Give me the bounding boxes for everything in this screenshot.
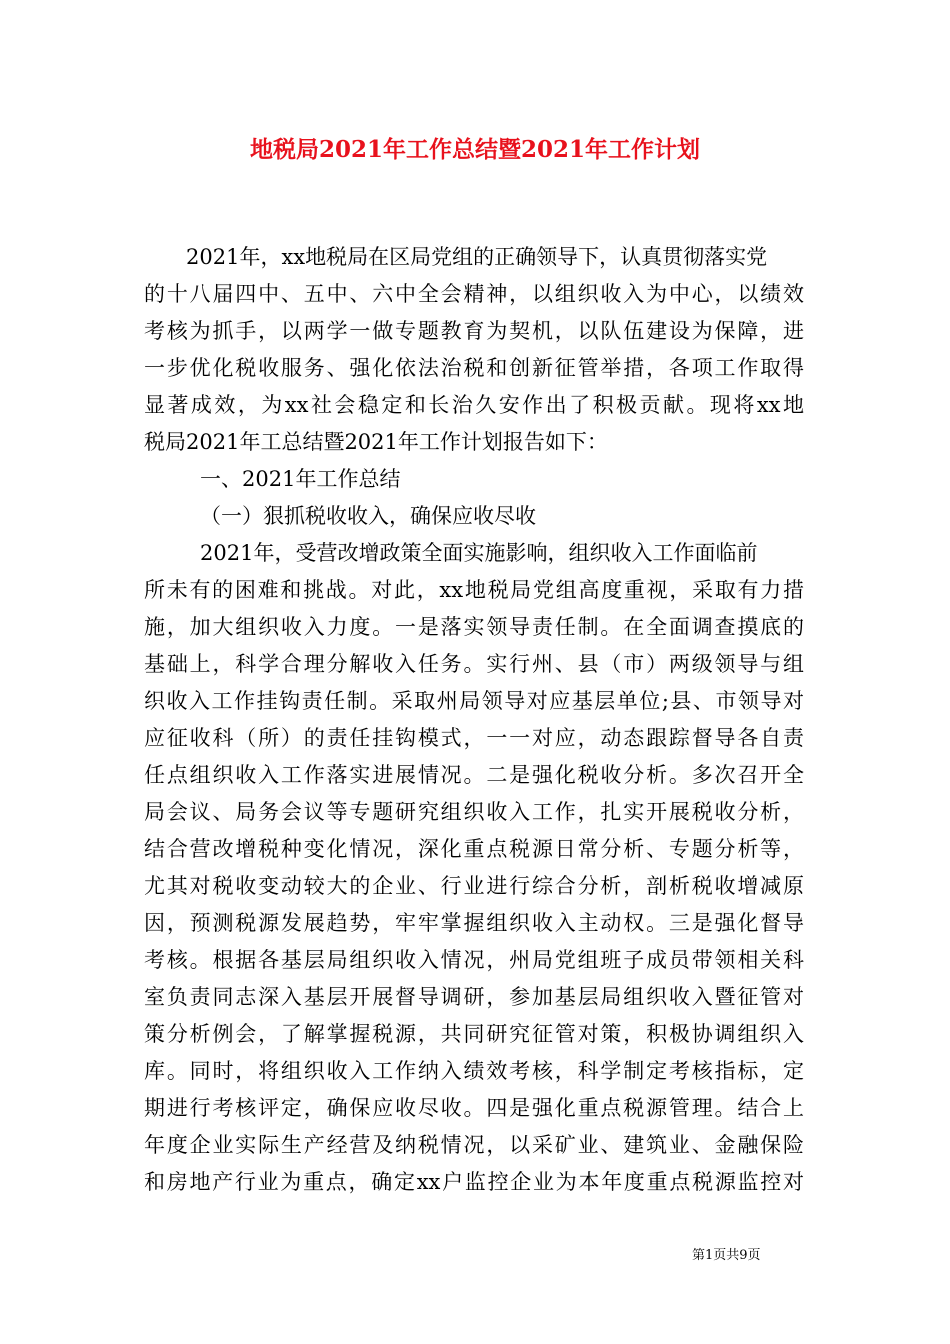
paragraph-line: 一步优化税收服务、强化依法治税和创新征管举措，各项工作取得 [144,356,804,380]
paragraph-line: 尤其对税收变动较大的企业、行业进行综合分析，剖析税收增减原 [144,874,804,898]
paragraph-line: 显著成效，为xx社会稳定和长治久安作出了积极贡献。现将xx地 [144,393,804,417]
paragraph-line: 所未有的困难和挑战。对此，xx地税局党组高度重视，采取有力措 [144,578,804,602]
paragraph-line: 室负责同志深入基层开展督导调研，参加基层局组织收入暨征管对 [144,985,804,1009]
section-heading: 一、2021年工作总结 [200,467,401,491]
paragraph-line: 结合营改增税种变化情况，深化重点税源日常分析、专题分析等， [144,837,804,861]
paragraph-line: 的十八届四中、五中、六中全会精神，以组织收入为中心，以绩效 [144,282,804,306]
paragraph-line: 2021年，受营改增政策全面实施影响，组织收入工作面临前 [200,541,758,565]
paragraph-line: 考核。根据各基层局组织收入情况，州局党组班子成员带领相关科 [144,948,804,972]
subsection-heading: （一）狠抓税收收入，确保应收尽收 [200,504,536,528]
paragraph-line: 税局2021年工总结暨2021年工作计划报告如下： [144,430,608,454]
paragraph-line: 基础上，科学合理分解收入任务。实行州、县（市）两级领导与组 [144,652,804,676]
paragraph-line: 局会议、局务会议等专题研究组织收入工作，扎实开展税收分析， [144,800,804,824]
paragraph-line: 考核为抓手，以两学一做专题教育为契机，以队伍建设为保障，进 [144,319,804,343]
paragraph-line: 和房地产行业为重点，确定xx户监控企业为本年度重点税源监控对 [144,1170,804,1194]
document-title: 地税局2021年工作总结暨2021年工作计划 [249,136,701,163]
paragraph-line: 库。同时，将组织收入工作纳入绩效考核，科学制定考核指标，定 [144,1059,804,1083]
page-number: 第1页共9页 [692,1248,761,1263]
paragraph-line: 期进行考核评定，确保应收尽收。四是强化重点税源管理。结合上 [144,1096,804,1120]
paragraph-line: 应征收科（所）的责任挂钩模式，一一对应，动态跟踪督导各自责 [144,726,804,750]
paragraph-line: 施，加大组织收入力度。一是落实领导责任制。在全面调查摸底的 [144,615,804,639]
paragraph-line: 因，预测税源发展趋势，牢牢掌握组织收入主动权。三是强化督导 [144,911,804,935]
paragraph-line: 策分析例会，了解掌握税源，共同研究征管对策，积极协调组织入 [144,1022,804,1046]
paragraph-line: 年度企业实际生产经营及纳税情况，以采矿业、建筑业、金融保险 [144,1133,804,1157]
paragraph-line: 任点组织收入工作落实进展情况。二是强化税收分析。多次召开全 [144,763,804,787]
paragraph-line: 织收入工作挂钩责任制。采取州局领导对应基层单位;县、市领导对 [144,689,804,713]
paragraph-line: 2021年，xx地税局在区局党组的正确领导下，认真贯彻落实党 [186,245,768,269]
